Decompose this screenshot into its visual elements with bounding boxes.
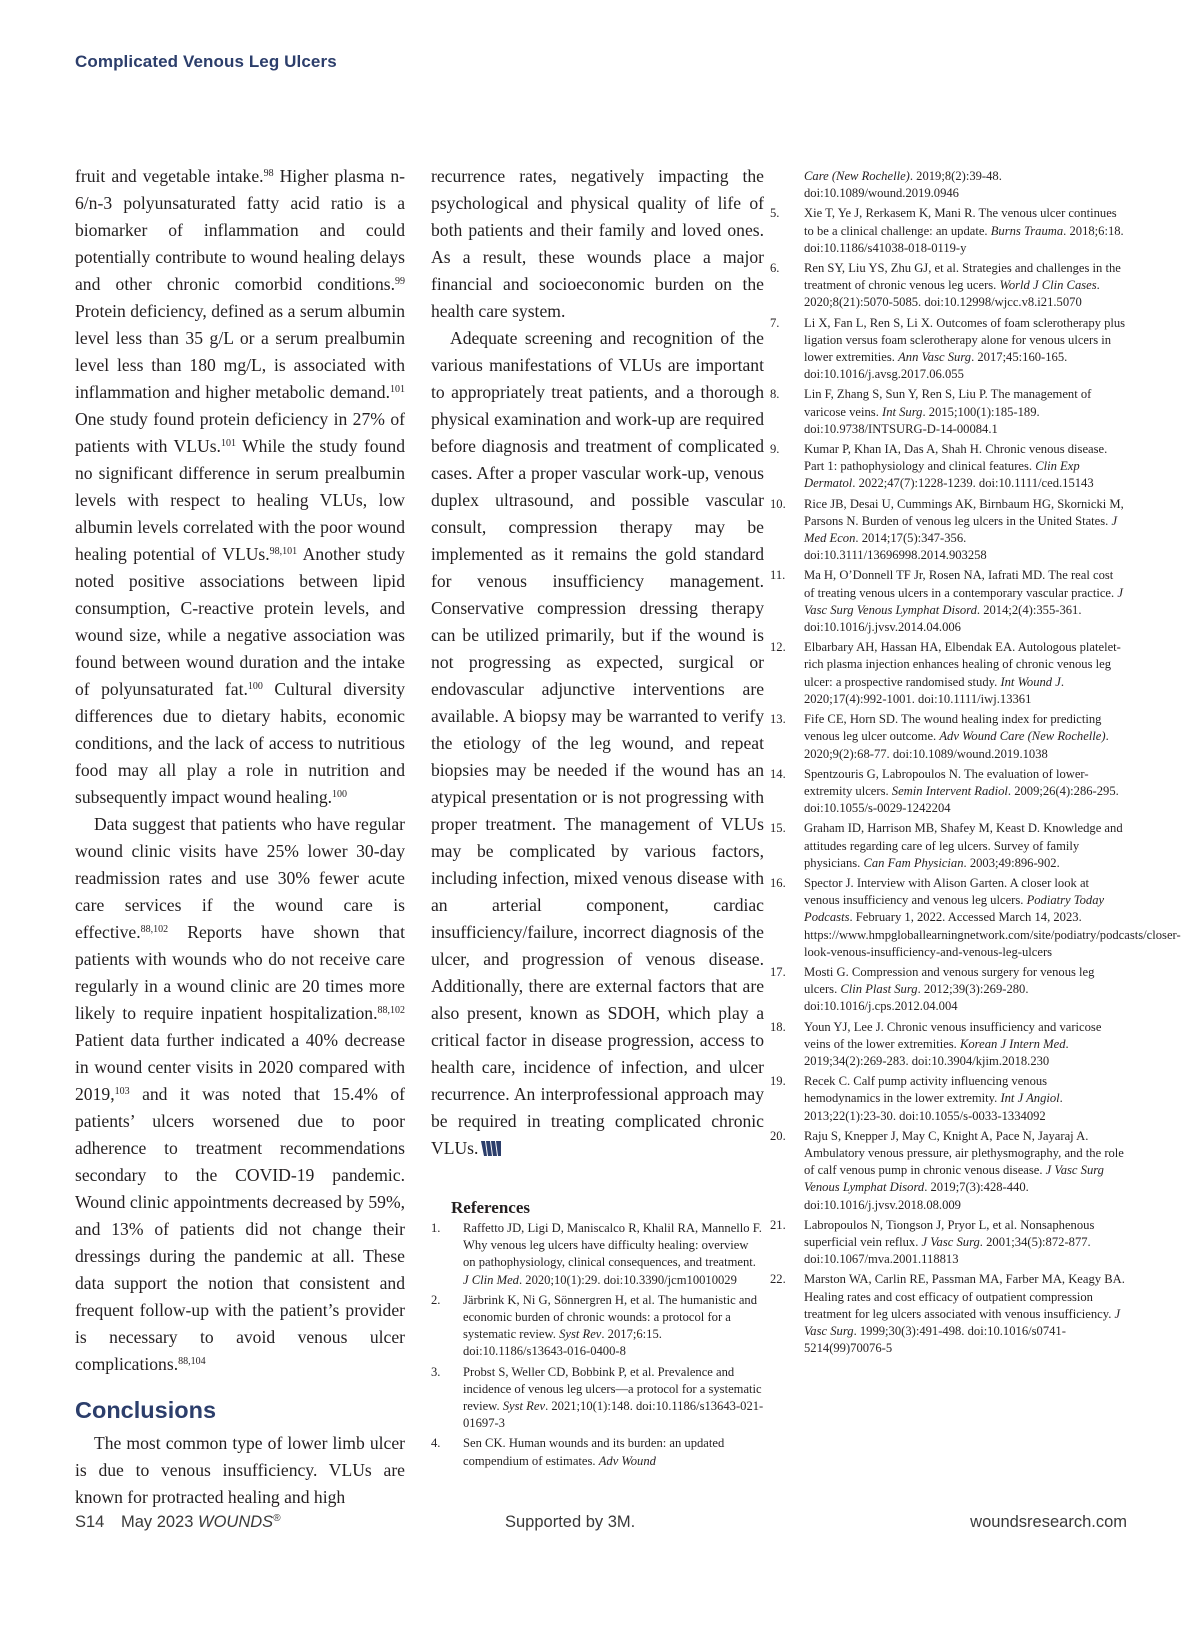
reference-item (770, 441, 1126, 493)
reference-text: Spentzouris G, Labropoulos N. The evaluation of lower-extremity ulcers. (804, 766, 1089, 798)
text-span: Patient data further indicated a 40% decrease in wound center visits in 2020 compared with 2019, (75, 1030, 405, 1104)
reference-number: 8. (770, 387, 780, 402)
reference-number: 7. (770, 315, 780, 330)
citation: 100 (247, 681, 263, 692)
reference-text: Ren SY, Liu YS, Zhu GJ, et al. Strategies and challenges in the treatment of chronic venous leg ucers. (804, 261, 1121, 293)
reference-citation: . 2019;7(3):428-440. doi:10.1016/j.jvsv.2018.08.009 (804, 1180, 1029, 1212)
reference-item (770, 875, 1181, 961)
reference-text: Li X, Fan L, Ren S, Li X. Outcomes of foam sclerotherapy plus ligation versus foam sclerotherapy alone for venous ulcers in lower extremities. (804, 315, 1126, 365)
reference-journal: Ann Vasc Surg (898, 350, 972, 365)
reference-journal: J Vasc Surg (804, 1306, 1121, 1338)
reference-item (770, 964, 1126, 1016)
reference-item (770, 1128, 1126, 1214)
paragraph-conclusions: The most common type of lower limb ulcer is due to venous insufficiency. VLUs are known for protracted healing and high (75, 1433, 405, 1507)
reference-journal: Semin Intervent Radiol (891, 783, 1008, 798)
reference-number: 6. (770, 261, 780, 276)
reference-text: Xie T, Ye J, Rerkasem K, Mani R. The venous ulcer continues to be a clinical challenge: an update. (804, 206, 1117, 238)
reference-citation: . 2017;6:15. doi:10.1186/s13643-016-0400-8 (463, 1327, 662, 1359)
reference-number: 16. (770, 875, 786, 890)
reference-journal: J Vasc Surg Venous Lymphat Disord (804, 585, 1123, 617)
reference-text: Elbarbary AH, Hassan HA, Elbendak EA. Autologous platelet-rich plasma injection enhances healing of chronic venous leg ulcer: a prospective randomised study. (804, 640, 1121, 689)
reference-list (431, 1220, 764, 1470)
reference-journal: Adv Wound Care (New Rochelle) (939, 729, 1106, 744)
reference-text: Marston WA, Carlin RE, Passman MA, Farber MA, Keagy BA. Healing rates and cost efficacy of outpatient compression treatment for leg ulcers associated with venous insufficiency. (804, 1272, 1125, 1321)
reference-item (770, 260, 1126, 312)
reference-text: Sen CK. Human wounds and its burden: an updated compendium of estimates. (463, 1436, 725, 1468)
reference-journal: J Vasc Surg Venous Lymphat Disord (804, 1163, 1104, 1195)
citation: 88,104 (178, 1356, 206, 1367)
reference-number: 13. (770, 712, 786, 727)
text-span: Another study noted positive associations between lipid consumption, C-reactive protein levels, and wound size, while a negative association was found between wound duration and the intake of polyunsaturated fat. (75, 544, 405, 699)
reference-text: Raju S, Knepper J, May C, Knight A, Pace N, Jayaraj A. Ambulatory venous pressure, air plethysmography, and the role of calf venous pump in chronic venous disease. (804, 1128, 1124, 1178)
reference-text: Fife CE, Horn SD. The wound healing index for predicting venous leg ulcer outcome. (804, 712, 1102, 744)
reference-text: Youn YJ, Lee J. Chronic venous insufficiency and varicose veins of the lower extremities. (804, 1019, 1102, 1051)
text-span: Reports have shown that patients with wounds who do not receive care regularly in a wound clinic are 20 times more likely to require inpatient hospitalization. (75, 922, 405, 1023)
reference-citation: . 2022;47(7):1228-1239. doi:10.1111/ced.15143 (852, 476, 1094, 491)
reference-number: 21. (770, 1217, 786, 1232)
reference-number: 18. (770, 1019, 786, 1034)
reference-citation: . 2018;6:18. doi:10.1186/s41038-018-0119-y (804, 223, 1124, 255)
reference-journal: J Med Econ (804, 513, 1118, 546)
reference-item (431, 1220, 764, 1289)
issue-date: May 2023 (120, 1513, 194, 1531)
reference-citation: . 2012;39(3):269-280. doi:10.1016/j.cps.2012.04.004 (804, 982, 1029, 1014)
citation: 100 (332, 789, 348, 800)
reference-journal: J Clin Med (463, 1272, 519, 1287)
running-title: Complicated Venous Leg Ulcers (75, 52, 337, 71)
reference-number: 9. (770, 442, 780, 457)
reference-item (431, 1292, 764, 1361)
reference-item (770, 205, 1126, 257)
reference-citation: . 2015;100(1):185-189. doi:10.9738/INTSURG-D-14-00084.1 (804, 404, 1040, 436)
paragraph-recurrence: recurrence rates, negatively impacting the psychological and physical quality of life of both patients and their family and loved ones. As a result, these wounds place a major financial and socioeconomic burden on the health care system. (431, 166, 764, 321)
reference-item (770, 711, 1126, 763)
reference-citation: . 2014;17(5):347-356. doi:10.3111/13696998.2014.903258 (804, 531, 987, 563)
reference-journal: Can Fam Physician (863, 855, 964, 870)
reference-item (770, 496, 1126, 565)
reference-citation: . 2019;8(2):39-48. doi:10.1089/wound.2019.0946 (804, 169, 1002, 201)
journal-name: WOUNDS (198, 1513, 274, 1531)
reference-text: Spector J. Interview with Alison Garten. A closer look at venous insufficiency and venous leg ulcers. (804, 875, 1090, 908)
reference-item (770, 386, 1126, 438)
paragraph-clinic-visits (75, 811, 405, 1378)
reference-number: 15. (770, 821, 786, 836)
citation: 98,101 (269, 546, 298, 557)
reference-number: 22. (770, 1272, 786, 1287)
reference-number: 17. (770, 964, 786, 979)
reference-number: 12. (770, 640, 786, 655)
reference-number: 14. (770, 766, 786, 781)
reference-number: 2. (431, 1292, 441, 1307)
footer-left (75, 1513, 281, 1532)
reference-citation: . 2020;17(4):992-1001. doi:10.1111/iwj.13361 (804, 674, 1064, 706)
reference-citation: . 2020;9(2):68-77. doi:10.1089/wound.2019.1038 (804, 729, 1109, 761)
reference-journal: Podiatry Today Podcasts (804, 893, 1105, 925)
paragraph-nutrition (75, 163, 405, 811)
citation: 98 (263, 168, 274, 179)
reference-text: Mosti G. Compression and venous surgery for venous leg ulcers. (804, 964, 1095, 997)
reference-citation: . 2001;34(5):872-877. doi:10.1067/mva.2001.118813 (804, 1234, 1091, 1267)
reference-citation: . 2017;45:160-165. doi:10.1016/j.avsg.2017.06.055 (804, 350, 1068, 382)
reference-list (770, 168, 1181, 1357)
reference-text: Kumar P, Khan IA, Das A, Shah H. Chronic venous disease. Part 1: pathophysiology and clinical features. (804, 442, 1108, 474)
reference-journal: Burns Trauma (990, 223, 1064, 238)
reference-item (770, 820, 1126, 872)
reference-citation: . 2003;49:896-902. (963, 855, 1060, 870)
reference-item (770, 315, 1126, 384)
reference-item (770, 1019, 1126, 1071)
citation: 101 (220, 438, 236, 449)
text-span: Higher plasma n-6/n-3 polyunsaturated fatty acid ratio is a biomarker of inflammation and could potentially contribute to wound healing delays and other chronic comorbid conditions. (75, 166, 405, 294)
reference-number: 4. (431, 1436, 441, 1451)
reference-text: Rice JB, Desai U, Cummings AK, Birnbaum HG, Skornicki M, Parsons N. Burden of venous leg ulcers in the United States. (804, 496, 1124, 528)
citation: 103 (114, 1086, 130, 1097)
text-span: Protein deficiency, defined as a serum albumin level less than 35 g/L or a serum prealbumin level less than 180 mg/L, is associated with inflammation and higher metabolic demand. (75, 301, 405, 402)
reference-item (770, 766, 1126, 818)
conclusions-heading: Conclusions (75, 1397, 217, 1423)
page-number: S14 (75, 1513, 105, 1531)
reference-number: 5. (770, 206, 780, 221)
reference-text: Probst S, Weller CD, Bobbink P, et al. Prevalence and incidence of venous leg ulcers—a protocol for a systematic review. (463, 1364, 762, 1414)
reference-journal: Care (New Rochelle) (804, 169, 910, 183)
reference-item (788, 168, 1126, 202)
text-span: While the study found no significant difference in serum prealbumin levels with respect to healing VLUs, low albumin levels correlated with the poor wound healing potential of VLUs. (75, 436, 405, 564)
reference-journal: Syst Rev (502, 1399, 546, 1414)
reference-citation: . 2020;8(21):5070-5085. doi:10.12998/wjcc.v8.i21.5070 (804, 278, 1100, 310)
reference-citation: . 2021;10(1):148. doi:10.1186/s13643-021-01697-3 (463, 1399, 764, 1431)
references-heading: References (451, 1198, 530, 1217)
reference-citation: . 2013;22(1):23-30. doi:10.1055/s-0033-1334092 (804, 1091, 1063, 1123)
reference-journal: Korean J Intern Med (959, 1036, 1066, 1051)
reference-journal: Adv Wound (598, 1453, 656, 1468)
reference-text: Raffetto JD, Ligi D, Maniscalco R, Khalil RA, Mannello F. Why venous leg ulcers have difficulty healing: overview on pathophysiology, clinical consequences, and treatment. (463, 1221, 762, 1270)
reference-item (770, 1217, 1126, 1269)
reference-journal: Clin Exp Dermatol (804, 459, 1080, 491)
reference-text: Recek C. Calf pump activity influencing venous hemodynamics in the lower extremity. (804, 1074, 1048, 1106)
citation: 88,102 (140, 924, 169, 935)
reference-number: 11. (770, 568, 786, 583)
reference-number: 20. (770, 1128, 786, 1143)
reference-number: 10. (770, 496, 786, 511)
reference-journal: Int Wound J (1000, 674, 1061, 689)
reference-number: 19. (770, 1074, 786, 1089)
text-span: Adequate screening and recognition of the various manifestations of VLUs are important to appropriately treat patients, and a thorough physical examination and work-up are required before diagnosis and treatment of complicated cases. After a proper vascular work-up, venous duplex ultrasound, and possible vascular consult, compression therapy may be implemented as it remains the gold standard for venous insufficiency management. Conservative compression dressing therapy can be utilized primarily, but if the wound is not progressing as expected, surgical or endovascular adjunctive interventions are available. A biopsy may be warranted to verify the etiology of the leg wound, and repeat biopsies may be needed if the wound has an atypical presentation or is not progressing with proper treatment. The management of VLUs may be complicated by various factors, including infection, mixed venous disease with an arterial component, cardiac insufficiency/failure, incorrect diagnosis of the ulcer, and progression of venous disease. Additionally, there are external factors that are also present, known as SDOH, which play a critical factor in disease progression, access to health care, incidence of infection, and ulcer recurrence. An interprofessional approach may be required in treating complicated chronic VLUs. (431, 328, 764, 1158)
reference-item (431, 1364, 764, 1433)
reference-citation: . 2014;2(4):355-361. doi:10.1016/j.jvsv.2014.04.006 (804, 602, 1082, 635)
registered-mark: ® (273, 1513, 281, 1524)
reference-item (770, 639, 1126, 708)
reference-citation: . 1999;30(3):491-498. doi:10.1016/s0741-5214(99)70076-5 (804, 1324, 1066, 1356)
sponsor-line: Supported by 3M. (505, 1513, 636, 1531)
reference-journal: Int Surg (882, 404, 923, 419)
reference-journal: Clin Plast Surg (840, 982, 918, 997)
reference-text: Graham ID, Harrison MB, Shafey M, Keast D. Knowledge and attitudes regarding care of leg ulcers. Survey of family physicians. (804, 821, 1123, 870)
reference-journal: J Vasc Surg (921, 1234, 980, 1249)
reference-item (770, 1271, 1126, 1357)
reference-journal: World J Clin Cases (999, 278, 1097, 293)
wounds-logo-icon (481, 1141, 501, 1156)
text-span: One study found protein deficiency in 27% of patients with VLUs. (75, 409, 405, 456)
reference-item (770, 1073, 1126, 1125)
reference-number: 1. (431, 1221, 441, 1235)
column-1 (75, 163, 405, 1511)
reference-text: Järbrink K, Ni G, Sönnergren H, et al. The humanistic and economic burden of chronic wounds: a protocol for a systematic review. (463, 1292, 758, 1342)
reference-citation: . 2020;10(1):29. doi:10.3390/jcm10010029 (518, 1272, 737, 1287)
reference-text: Lin F, Zhang S, Sun Y, Ren S, Liu P. The management of varicose veins. (804, 387, 1092, 419)
text-span: Data suggest that patients who have regular wound clinic visits have 25% lower 30-day readmission rates and use 30% fewer acute care services if the wound care is effective. (75, 814, 405, 942)
citation: 101 (390, 384, 405, 395)
reference-citation: . 2019;34(2):269-283. doi:10.3904/kjim.2018.230 (804, 1036, 1069, 1068)
reference-item (431, 1435, 764, 1469)
reference-journal: Int J Angiol (1000, 1091, 1060, 1106)
reference-text: Ma H, O’Donnell TF Jr, Rosen NA, Iafrati MD. The real cost of treating venous ulcers in a contemporary vascular practice. (804, 568, 1118, 600)
reference-journal: Syst Rev (559, 1327, 602, 1342)
reference-text: Labropoulos N, Tiongson J, Pryor L, et al. Nonsaphenous superficial vein reflux. (804, 1217, 1095, 1249)
column-3 (770, 168, 1181, 1360)
website-link[interactable]: woundsresearch.com (970, 1513, 1127, 1531)
reference-citation: . February 1, 2022. Accessed March 14, 2023. https://www.hmpgloballearningnetwork.com/site/podiatry/podcasts/closer-look-venous-insufficiency-and-venous-leg-ulcers (804, 910, 1181, 959)
citation: 99 (395, 276, 405, 287)
paragraph-screening (431, 325, 764, 1162)
reference-number: 3. (431, 1364, 441, 1379)
reference-citation: . 2009;26(4):286-295. doi:10.1055/s-0029-1242204 (804, 783, 1119, 816)
text-span: and it was noted that 15.4% of patients’ ulcers worsened due to poor adherence to treatment recommendations secondary to the COVID-19 pandemic. Wound clinic appointments decreased by 59%, and 13% of patients did not change their dressings during the pandemic at all. These data support the notion that consistent and frequent follow-up with the patient’s provider is necessary to avoid venous ulcer complications. (75, 1084, 405, 1374)
reference-item (770, 567, 1126, 636)
text-span: Cultural diversity differences due to dietary habits, economic conditions, and the lack of access to nutritious food may all play a role in nutrition and subsequently impact wound healing. (75, 679, 405, 807)
column-2 (431, 163, 764, 1473)
citation: 88,102 (377, 1005, 405, 1016)
text-span: fruit and vegetable intake. (75, 166, 264, 186)
